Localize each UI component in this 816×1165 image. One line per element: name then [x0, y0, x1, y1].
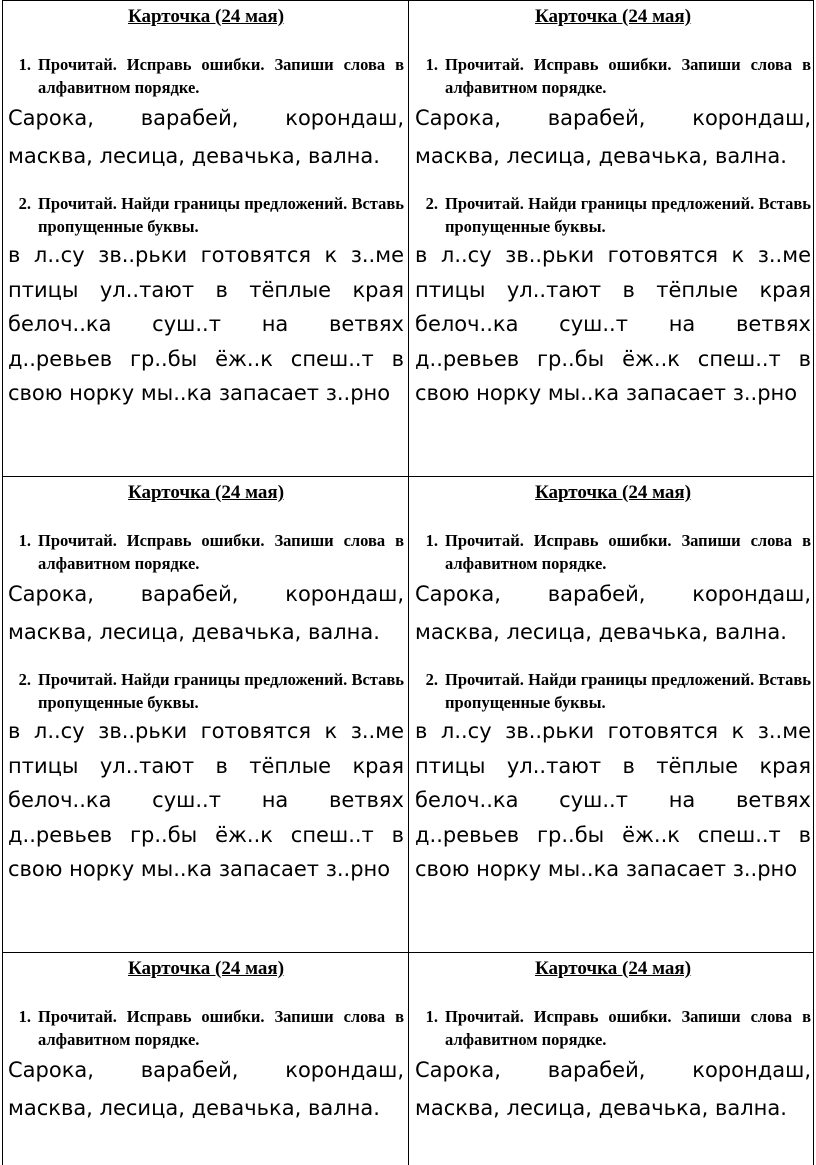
task-text: Прочитай. Исправь ошибки. Запиши слова в алфавитном порядке.: [38, 1007, 404, 1049]
task-number: 1.: [425, 1007, 438, 1026]
task-text: Прочитай. Исправь ошибки. Запиши слова в алфавитном порядке.: [38, 531, 404, 573]
task-2-instruction: [415, 192, 811, 238]
task-text: Прочитай. Найди границы предложений. Вставь пропущенные буквы.: [445, 194, 811, 236]
sentences-text: в л..су зв..рьки готовятся к з..ме птицы ул..тают в тёплые края белоч..ка суш..т на ветвях д..ревьев гр..бы ёж..к спеш..т в свою норку мы..ка запасает з..рно: [415, 243, 811, 405]
misspelled-words-text: Сарока, варабей, корондаш, масква, лесица, девачька, вална.: [8, 106, 404, 168]
task-number: 2.: [18, 194, 31, 213]
task-number: 1.: [425, 55, 438, 74]
misspelled-words-text: Сарока, варабей, корондаш, масква, лесица, девачька, вална.: [415, 106, 811, 168]
task-text: Прочитай. Исправь ошибки. Запиши слова в алфавитном порядке.: [445, 531, 811, 573]
sentences-text: в л..су зв..рьки готовятся к з..ме птицы ул..тают в тёплые края белоч..ка суш..т на ветвях д..ревьев гр..бы ёж..к спеш..т в свою норку мы..ка запасает з..рно: [8, 719, 404, 881]
task-number: 2.: [425, 670, 438, 689]
misspelled-words-text: Сарока, варабей, корондаш, масква, лесица, девачька, вална.: [415, 1058, 811, 1120]
exercise-card: [8, 957, 404, 1127]
task-1-instruction: [8, 1005, 404, 1051]
misspelled-words-text: Сарока, варабей, корондаш, масква, лесица, девачька, вална.: [415, 582, 811, 644]
task-1-instruction: [415, 1005, 811, 1051]
row-divider-1: [2, 476, 814, 477]
task-1-instruction: [8, 529, 404, 575]
card-title: Карточка (24 мая): [534, 6, 692, 27]
task-number: 1.: [18, 531, 31, 550]
task-2-instruction: [8, 668, 404, 714]
task-text: Прочитай. Найди границы предложений. Вставь пропущенные буквы.: [38, 194, 404, 236]
exercise-card: [8, 5, 404, 411]
sentences-text: в л..су зв..рьки готовятся к з..ме птицы ул..тают в тёплые края белоч..ка суш..т на ветвях д..ревьев гр..бы ёж..к спеш..т в свою норку мы..ка запасает з..рно: [415, 719, 811, 881]
task-1-instruction: [415, 53, 811, 99]
row-divider-2: [2, 952, 814, 953]
sentences-text: в л..су зв..рьки готовятся к з..ме птицы ул..тают в тёплые края белоч..ка суш..т на ветвях д..ревьев гр..бы ёж..к спеш..т в свою норку мы..ка запасает з..рно: [8, 243, 404, 405]
card-title: Карточка (24 мая): [534, 482, 692, 503]
card-title: Карточка (24 мая): [127, 6, 285, 27]
task-number: 2.: [425, 194, 438, 213]
misspelled-words-text: Сарока, варабей, корондаш, масква, лесица, девачька, вална.: [8, 582, 404, 644]
exercise-card: [8, 481, 404, 887]
task-text: Прочитай. Найди границы предложений. Вставь пропущенные буквы.: [445, 670, 811, 712]
task-2-instruction: [8, 192, 404, 238]
exercise-card: [415, 481, 811, 887]
misspelled-words-text: Сарока, варабей, корондаш, масква, лесица, девачька, вална.: [8, 1058, 404, 1120]
task-1-instruction: [415, 529, 811, 575]
task-number: 1.: [425, 531, 438, 550]
task-number: 1.: [18, 1007, 31, 1026]
card-title: Карточка (24 мая): [127, 958, 285, 979]
task-text: Прочитай. Исправь ошибки. Запиши слова в алфавитном порядке.: [445, 55, 811, 97]
task-number: 1.: [18, 55, 31, 74]
exercise-card: [415, 5, 811, 411]
task-text: Прочитай. Исправь ошибки. Запиши слова в алфавитном порядке.: [445, 1007, 811, 1049]
exercise-card: [415, 957, 811, 1127]
card-title: Карточка (24 мая): [127, 482, 285, 503]
column-divider: [408, 0, 409, 1165]
card-title: Карточка (24 мая): [534, 958, 692, 979]
task-text: Прочитай. Исправь ошибки. Запиши слова в алфавитном порядке.: [38, 55, 404, 97]
task-text: Прочитай. Найди границы предложений. Вставь пропущенные буквы.: [38, 670, 404, 712]
task-1-instruction: [8, 53, 404, 99]
task-2-instruction: [415, 668, 811, 714]
task-number: 2.: [18, 670, 31, 689]
